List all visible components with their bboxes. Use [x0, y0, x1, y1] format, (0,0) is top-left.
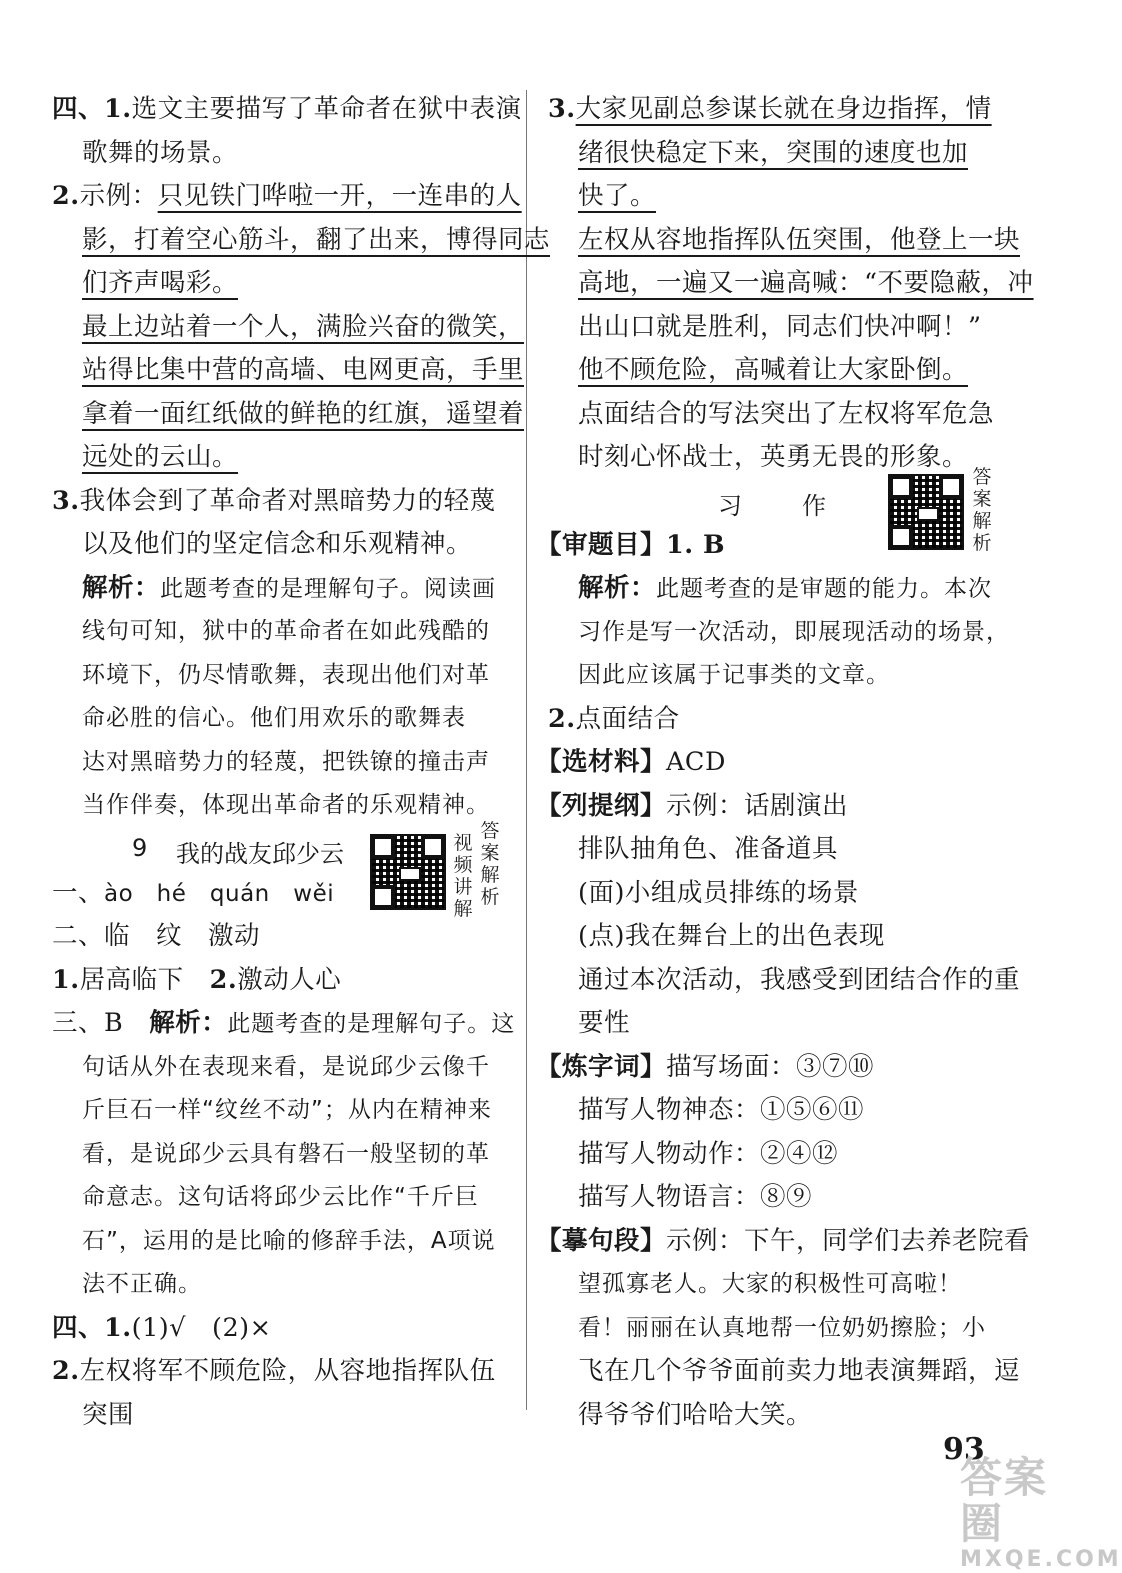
pinyin-answer: ào hé quán wěi: [104, 880, 335, 907]
qr-code-video[interactable]: [370, 834, 446, 910]
analysis-line: 命必胜的信心。他们用欢乐的歌舞表: [82, 705, 466, 731]
answer-line: [548, 393, 998, 437]
answer-line: [536, 1046, 998, 1090]
question-number: 四、1.: [52, 1312, 132, 1343]
answer-text: B: [104, 1008, 150, 1038]
question-number: 2.: [548, 703, 576, 734]
answer-text: 示例：话剧演出: [666, 790, 849, 821]
answer-text: ACD: [666, 747, 726, 777]
answer-text: 居高临下: [79, 964, 210, 995]
answer-line: [52, 1394, 510, 1438]
section-tag: 【列提纲】: [536, 790, 667, 821]
section-tag: 【选材料】: [536, 747, 667, 777]
answer-line: 排队抽角色、准备道具: [578, 834, 839, 864]
analysis-text: 此题考查的是理解句子。阅读画: [160, 575, 497, 602]
answer-line: [548, 306, 998, 350]
analysis-line: 环境下，仍尽情歌舞，表现出他们对革: [82, 661, 490, 688]
analysis-line: 达对黑暗势力的轻蔑，把铁镣的撞击声: [82, 748, 490, 775]
answer-line: [52, 175, 522, 219]
analysis-line: [52, 567, 510, 611]
analysis-lead: 解析：: [578, 573, 657, 603]
answer-text: 点面结合的写法突出了左权将军危急: [578, 398, 995, 429]
quoted-text: 远处的云山。: [82, 442, 239, 472]
qr-code-answer[interactable]: [888, 474, 964, 550]
answer-text: 选文主要描写了革命者在狱中表演: [131, 94, 522, 124]
answer-line: (面)小组成员排练的场景: [578, 877, 859, 908]
right-column: [536, 88, 1034, 1437]
answer-line: 要性: [578, 1008, 631, 1038]
answer-text: 出山口就是胜利，同志们快冲啊！”: [578, 311, 982, 342]
question-number: 2.: [52, 181, 80, 211]
analysis-line: 法不正确。: [82, 1271, 202, 1297]
quoted-text: 们齐声喝彩。: [82, 268, 239, 298]
left-column: [52, 88, 551, 1437]
page-number: 93: [943, 1432, 985, 1467]
question-number: 四、1.: [52, 94, 132, 124]
answer-text: 我体会到了革命者对黑暗势力的轻蔑: [79, 485, 496, 516]
lesson-number: 9: [132, 833, 148, 862]
section-tag: 【炼字词】: [536, 1051, 667, 1082]
answer-line: [52, 1307, 510, 1351]
analysis-line: 习作是写一次活动，即展现活动的场景，: [578, 618, 1010, 645]
answer-line: [52, 306, 525, 350]
qr-label-answer: 答 案 解 析: [972, 465, 992, 554]
analysis-line: 命意志。这句话将邱少云比作“千斤巨: [82, 1184, 479, 1210]
answer-line: 看！丽丽在认真地帮一位奶奶擦脸；小: [578, 1314, 986, 1341]
quoted-text: 快了。: [578, 181, 657, 211]
question-number: 3.: [52, 485, 80, 516]
answer-line: [52, 915, 510, 959]
answer-text: 描写场面：③⑦⑩: [666, 1051, 875, 1082]
qr-label-answer: 答 案 解 析: [480, 819, 500, 908]
question-number: 二、: [52, 921, 105, 951]
column-divider: [526, 90, 527, 1410]
watermark-top: 答案圈: [960, 1453, 1049, 1548]
answer-text: 以及他们的坚定信念和乐观精神。: [82, 529, 473, 559]
answer-line: [52, 480, 510, 524]
answer-text: 时刻心怀战士，英勇无畏的形象。: [578, 442, 969, 472]
lesson-title: 我的战友邱少云: [176, 839, 344, 868]
answer-line: [52, 436, 510, 480]
answer-line: [52, 1350, 510, 1394]
analysis-lead: 解析：: [82, 572, 161, 603]
answer-text: 1. B: [666, 529, 726, 560]
answer-text: 临 纹 激动: [104, 921, 261, 951]
question-number: 1.: [52, 964, 80, 995]
answer-text: 歌舞的场景。: [82, 137, 239, 168]
answer-line: 飞在几个爷爷面前卖力地表演舞蹈，逗: [578, 1356, 1021, 1386]
quoted-text: 站得比集中营的高墙、电网更高，手里: [82, 355, 525, 385]
question-number: 2.: [209, 964, 238, 995]
analysis-line: 斤巨石一样“纹丝不动”；从内在精神来: [82, 1097, 492, 1123]
analysis-lead: 解析：: [149, 1008, 228, 1038]
answer-line: [548, 175, 998, 219]
answer-text: 激动人心: [237, 964, 342, 995]
analysis-line: 石”，运用的是比喻的修辞手法，A项说: [82, 1227, 496, 1254]
answer-line: [536, 785, 998, 829]
answer-line: [52, 349, 525, 393]
analysis-line: 看，是说邱少云具有磐石一般坚韧的革: [82, 1140, 490, 1167]
analysis-line: 因此应该属于记事类的文章。: [578, 662, 890, 688]
answer-line: (点)我在舞台上的出色表现: [578, 921, 885, 951]
answer-line: [536, 1220, 1031, 1264]
quoted-text: 绪很快稳定下来，突围的速度也加: [578, 137, 969, 168]
section-tag: 【摹句段】: [536, 1225, 667, 1256]
answer-line: [536, 741, 998, 785]
answer-text: 突围: [82, 1399, 135, 1430]
quoted-text: 影，打着空心筋斗，翻了出来，博得同志: [82, 224, 551, 255]
answer-line: [548, 349, 998, 393]
quoted-text: 左权从容地指挥队伍突围，他登上一块: [578, 224, 1021, 255]
answer-line: [52, 88, 522, 132]
watermark-bottom: MXQE.COM: [960, 1547, 1122, 1572]
question-number: 3.: [548, 94, 576, 124]
example-lead: 示例：: [79, 181, 158, 211]
section-tag: 【审题目】: [536, 529, 667, 560]
answer-line: [548, 698, 998, 742]
analysis-line: 线句可知，狱中的革命者在如此残酷的: [82, 618, 490, 644]
answer-line: [52, 1002, 516, 1046]
answer-line: 望孤寡老人。大家的积极性可高啦！: [578, 1271, 962, 1297]
answer-line: [548, 262, 1034, 306]
answer-line: [548, 219, 1021, 263]
answer-line: [52, 132, 510, 176]
quoted-text: 只见铁门哗啦一开，一连串的人: [157, 181, 522, 211]
answer-text: 点面结合: [575, 703, 680, 734]
answer-text: 示例：下午，同学们去养老院看: [666, 1225, 1031, 1256]
analysis-text: 此题考查的是理解句子。这: [227, 1011, 516, 1037]
answer-line: 得爷爷们哈哈大笑。: [578, 1399, 813, 1430]
quoted-text: 大家见副总参谋长就在身边指挥，情: [575, 94, 992, 124]
quoted-text: 他不顾危险，高喊着让大家卧倒。: [578, 355, 969, 385]
analysis-line: [548, 567, 998, 611]
answer-line: 通过本次活动，我感受到团结合作的重: [578, 964, 1021, 995]
answer-line: [548, 132, 998, 176]
answer-text: (1)√ (2)×: [131, 1312, 272, 1343]
quoted-text: 最上边站着一个人，满脸兴奋的微笑，: [82, 311, 525, 342]
watermark-logo: [960, 1453, 1122, 1572]
section-title: 习 作: [718, 491, 844, 520]
question-number: 一、: [52, 877, 105, 908]
answer-line: [52, 959, 510, 1003]
analysis-line: 当作伴奏，体现出革命者的乐观精神。: [82, 792, 490, 818]
question-number: 2.: [52, 1356, 80, 1386]
answer-line: 描写人物神态：①⑤⑥⑪: [578, 1095, 865, 1125]
analysis-line: 句话从外在表现来看，是说邱少云像千: [82, 1053, 490, 1080]
quoted-text: 高地，一遍又一遍高喊：“不要隐蔽，冲: [578, 268, 1034, 298]
answer-line: 描写人物语言：⑧⑨: [578, 1182, 813, 1212]
qr-label-video: 视 频 讲 解: [453, 831, 473, 920]
answer-line: [52, 262, 510, 306]
answer-text: 左权将军不顾危险，从容地指挥队伍: [79, 1356, 496, 1386]
answer-line: [52, 393, 525, 437]
answer-line: [52, 219, 551, 263]
answer-line: 描写人物动作：②④⑫: [578, 1138, 839, 1169]
analysis-text: 此题考查的是审题的能力。本次: [656, 576, 993, 602]
quoted-text: 拿着一面红纸做的鲜艳的红旗，遥望着: [82, 398, 525, 429]
question-number: 三、: [52, 1008, 105, 1038]
answer-line: [548, 88, 998, 132]
answer-line: [52, 523, 510, 567]
